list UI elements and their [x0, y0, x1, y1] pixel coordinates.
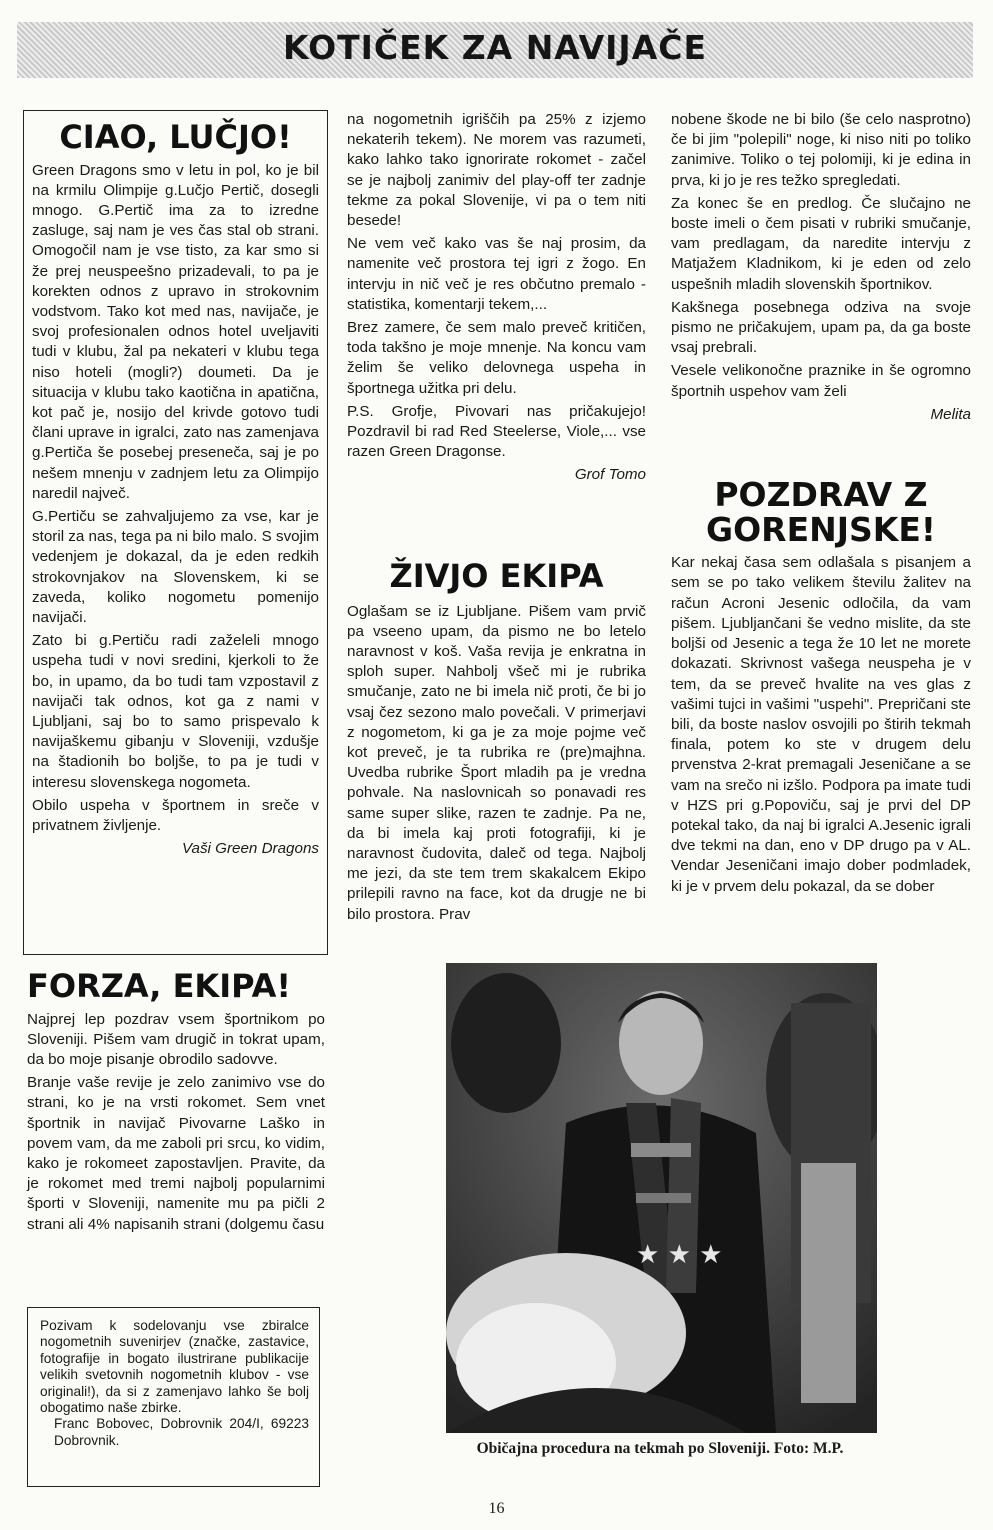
- paragraph: Branje vaše revije je zelo zanimivo vse do strani, ko je na vrsti rokomet. Sem vnet športnik in navijač Pivovarne Laško in povem vam, da me zaboli pri srcu, ko vidim, kako je rokomeet zapostavljen. Pravite, da je rokomet med tremi najbolj popularnimi športi v Sloveniji, namenite mu pa pičli 2 strani ali 4% napisanih strani (dolgemu času: [27, 1074, 325, 1233]
- paragraph: Kar nekaj časa sem odlašala s pisanjem a sem se po tako velikem številu žalitev na račun Acroni Jesenic odločila, da vam pišem. Ljubljančani še vedno mislite, da ste boljši od Jesenic a tega že 10 let ne morete dokazati. Skrivnost vašega neuspeha je v tem, da se preveč hvalite na ves glas z vašimi tujci in vašimi "uspehi". Prepričani ste bili, da boste naslov osvojili po štirih tekmah finala, potem ko ste v drugem delu prvenstva 2-krat premagali Jeseničane a se vam na srečo ni izšlo. Podpora pa imate tudi v HZS pri g.Popoviču, saj je prvi del DP potekal tako, da naj bi igralci A.Jesenic igrali dve tekmi na dan, eno v DP drugo pa v AL. Vendar Jeseničani imajo dober podmladek, ki je v prvem delu pokazal, da se dober: [671, 554, 971, 895]
- headline-zivjo-ekipa: ŽIVJO EKIPA: [389, 557, 604, 595]
- svg-text:★ ★ ★: ★ ★ ★: [636, 1240, 723, 1270]
- signature: Vaši Green Dragons: [181, 840, 319, 858]
- paragraph: G.Pertiču se zahvaljujemo za vse, kar je storil za nas, tega pa ni bilo malo. S svojim vedenjem je dokazal, da je eden redkih strokovnjakov na Slovenskem, ki se zaveda, koliko nogometu pomenijo navijači.: [32, 508, 320, 627]
- ad-text: Pozivam k sodelovanju vse zbiralce nogometnih suvenirjev (značke, zastavice, fotografije in bogato ilustrirane publikacije velikih svetovnih nogometnih klubov - vse originali!), da si z zamenjavo lahko še bolj obogatimo naše zbirke.: [40, 1318, 309, 1416]
- headline-forza-ekipa: FORZA, EKIPA!: [27, 967, 291, 1005]
- paragraph: P.S. Grofje, Pivovari nas pričakujejo! Pozdravil bi rad Red Steelerse, Viole,... vse razen Green Dragonse.: [347, 402, 646, 461]
- signature: Grof Tomo: [574, 466, 646, 484]
- article-ciao-lucjo: [23, 110, 328, 955]
- paragraph: Obilo uspeha v športnem in sreče v privatnem življenje.: [32, 796, 319, 835]
- paragraph: Za konec še en predlog. Če slučajno ne boste imeli o čem pisati v rubriki smučanje, vam predlagam, da naredite intervju z Matjažem Kladnikom, ki je eden od zelo uspešnih mladih slovenskih športnikov.: [671, 194, 971, 293]
- article-pozdrav-z-gorenjske: [671, 475, 971, 900]
- paragraph: Oglašam se iz Ljubljane. Pišem vam prvič pa vseeno upam, da pismo ne bo letelo naravnost v koš. Vaša revija je enkratna in sploh super. Nahbolj všeč mi je rubrika smučanje, zato ne bi imela nič proti, če bi jo vsaj čez sezono malo povečali. V primerjavi z nogometom, ki ga je za moje pojme več kot preveč, je ta rubrika re (pre)majhna. Uvedba rubrike Šport mladih pa je vredna pohvale. Na naslovnicah so ponavadi res same super slike, razen te zadnje. Pa ne, da bi imela kaj proti fotografiji, ki je naravnost čudovita, daleč od tega. Najbolj me jezi, da ste tem trem skakalcem Ekipo prilepili ravno na face, kot da drugje ne bi bilo prostora. Prav: [347, 602, 646, 923]
- paragraph: nobene škode ne bi bilo (še celo nasprotno) če bi jim "polepili" noge, ki niso niti po toliko zanimive. Toliko o tej polomiji, ki je edina in prva, ki jo je res težko spregledati.: [671, 111, 971, 189]
- signature: Melita: [930, 405, 971, 423]
- section-header-band: [17, 22, 973, 78]
- fan-photo: [446, 963, 877, 1433]
- headline-pozdrav-line1: POZDRAV Z: [714, 475, 928, 514]
- headline-pozdrav-line2: GORENJSKE!: [706, 509, 936, 549]
- collector-ad-box: [27, 1307, 320, 1487]
- ad-contact: Franc Bobovec, Dobrovnik 204/I, 69223 Dobrovnik.: [54, 1416, 309, 1448]
- paragraph: Green Dragons smo v letu in pol, ko je bil na krmilu Olimpije g.Lučjo Pertič, dosegli mnogo. G.Pertič ima za to izredne zasluge, saj nam je ves čas stal ob strani. Omogočil nam je vse tisto, za kar smo si že prej neuspeešno prizadevali, to pa je korekten odnos z upravo in strokovnim vodstvom. Tako kot med nas, navijače, je svoj profesionalen odnos hotel uveljaviti tudi v klubu, žal pa nekateri v klubu tega niso hoteli (mogli?) doumeti. Da je situacija v klubu tako kaotična in apatična, kot pač je, nosijo del krivde gotovo tudi člani uprave in igralci, zato nas zamenjava g.Pertiča še posebej preseneča, saj je po nešem mnenju v zadnjem letu za Olimpijo naredil največ.: [32, 161, 319, 502]
- photo-caption: Običajna procedura na tekmah po Sloveniji. Foto: M.P.: [476, 1440, 844, 1457]
- photo-illustration: [446, 963, 877, 1433]
- paragraph: Najprej lep pozdrav vsem športnikom po Sloveniji. Pišem vam drugič in tokrat upam, da bo moje pisanje obrodilo sadovve.: [27, 1010, 325, 1068]
- letter-continuation-grof-tomo: [347, 110, 646, 486]
- paragraph: Ne vem več kako vas še naj prosim, da namenite več prostora tej igri z žogo. En intervju in nič več je res občutno premalo - statistika, komentarji tekem,...: [347, 235, 646, 313]
- section-title: KOTIČEK ZA NAVIJAČE: [282, 28, 708, 67]
- article-forza-ekipa: [27, 967, 325, 1238]
- headline-ciao-lucjo: CIAO, LUČJO!: [59, 118, 292, 156]
- paragraph: Vesele velikonočne praznike in še ogromno športnih uspehov vam želi: [671, 362, 971, 400]
- paragraph: Zato bi g.Pertiču radi zaželeli mnogo uspeha tudi v novi sredini, kjerkoli to že bo, in upamo, da bo tudi tam vzpostavil z navijači tak odnos, kot ga z nami v Ljubljani, saj bo to samo prispevalo k navijaškemu gibanju v Sloveniji, vzdušje na štadionih bo boljše, to pa je tudi v interesu slovenskega nogometa.: [32, 632, 319, 791]
- letter-continuation-melita: [671, 110, 971, 425]
- paragraph: Brez zamere, če sem malo preveč kritičen, toda takšno je moje mnenje. Na koncu vam želim še veliko delovnega uspeha in športnega užitka pri delu.: [347, 319, 646, 397]
- page-number: 16: [488, 1500, 505, 1517]
- paragraph: Kakšnega posebnega odziva na svoje pismo ne pričakujem, upam pa, da ga boste vsaj prebrali.: [671, 298, 971, 357]
- paragraph: na nogometnih igriščih pa 25% z izjemo nekaterih tekem). Ne morem vas razumeti, kako lahko tako ignorirate rokomet - začel se je najbolj zanimiv del play-off ter zadnje tekme za pokal Slovenije, vi pa o tem niti besede!: [347, 111, 646, 230]
- article-zivjo-ekipa: [347, 557, 646, 928]
